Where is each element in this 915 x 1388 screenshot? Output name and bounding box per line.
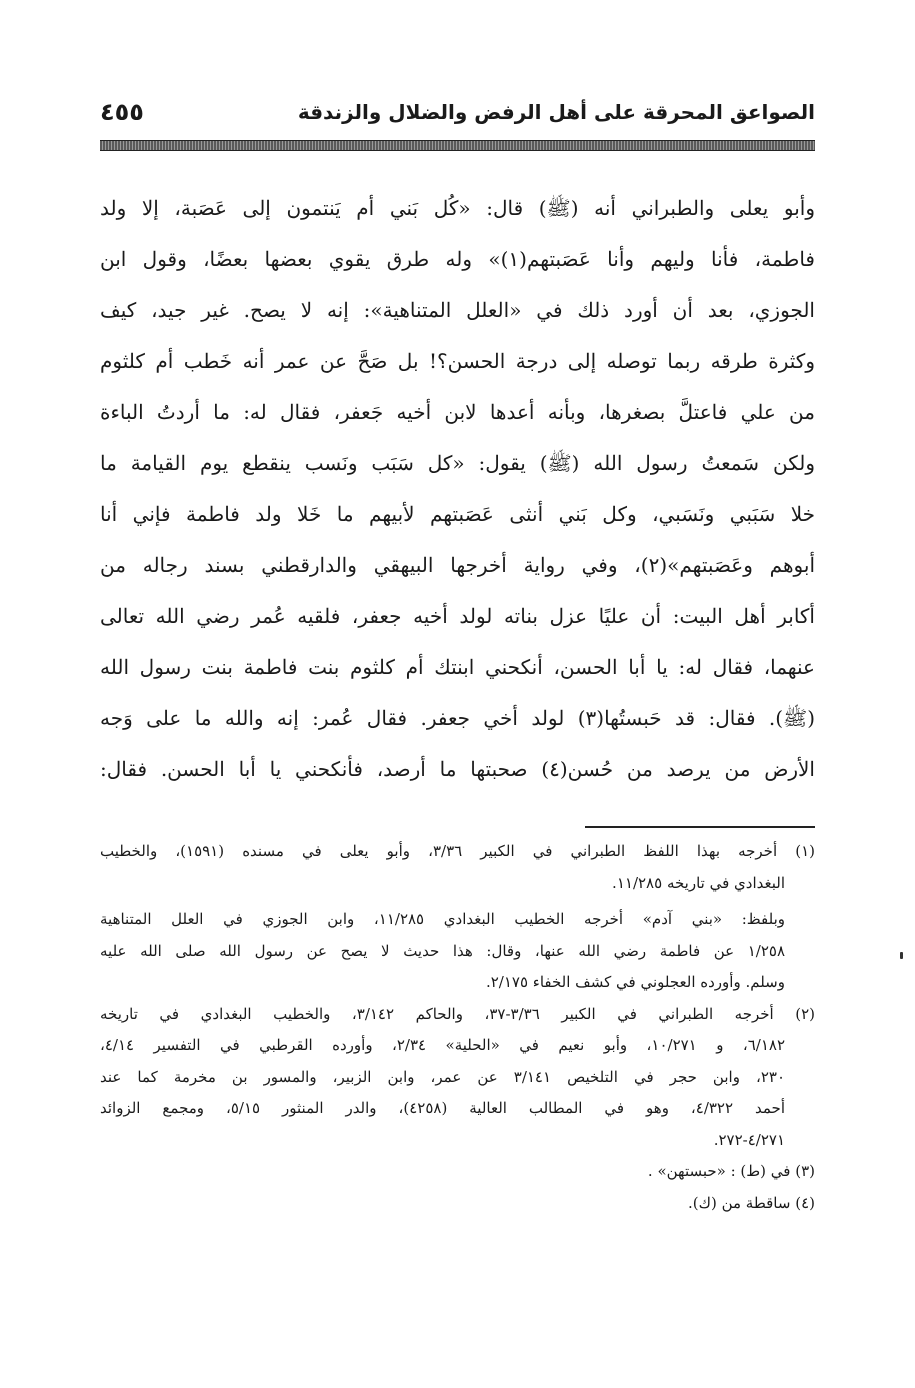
footnote-4-line: (٤) ساقطة من (ك). — [687, 1193, 815, 1212]
text-line: الأرض من يرصد من حُسن(٤) صحبتها ما أرصد، فأنكحني يا أبا الحسن. فقال: — [100, 757, 815, 781]
text-line: وكثرة طرقه ربما توصله إلى درجة الحسن؟! بل صَحَّ عن عمر أنه خَطب أم كلثوم — [100, 349, 815, 373]
footnote-1-line: (١) أخرجه بهذا اللفظ الطبراني في الكبير ٣/٣٦، وأبو يعلى في مسنده (١٥٩١)، والخطيب — [100, 842, 815, 860]
text-line: الجوزي، بعد أن أورد ذلك في «العلل المتناهية»: إنه لا يصح. غير جيد، كيف — [100, 298, 815, 322]
text-line: خلا سَبَبي ونَسَبي، وكل بَني أنثى عَصَبتهم لأبيهم ما خَلا ولد فاطمة فإني أنا — [100, 502, 815, 526]
footnote-1-line: البغدادي في تاريخه ١١/٢٨٥. — [612, 873, 785, 892]
text-line: ولكن سَمعتُ رسول الله (ﷺ) يقول: «كل سَبَب ونَسب ينقطع يوم القيامة ما — [100, 451, 815, 475]
footnote-2-line: ٦/١٨٢، و ١٠/٢٧١، وأبو نعيم في «الحلية» ٢/٣٤، وأورده القرطبي في التفسير ٤/١٤، — [100, 1036, 786, 1054]
text-line: من علي فاعتلَّ بصغرها، وبأنه أعدها لابن أخيه جَعفر، فقال له: ما أردتُ الباءة — [100, 400, 815, 424]
footnote-2-line: ٤/٢٧١-٢٧٢. — [713, 1130, 785, 1149]
footnote-1-line: ١/٢٥٨ عن فاطمة رضي الله عنها، وقال: هذا حديث لا يصح عن رسول الله صلى الله عليه — [100, 941, 785, 960]
text-line: فاطمة، فأنا وليهم وأنا عَصَبتهم(١)» وله طرق يقوي بعضها بعضًا، وقول ابن — [100, 247, 815, 271]
scan-speck — [900, 952, 903, 959]
footnote-1-line: وسلم. وأورده العجلوني في كشف الخفاء ٢/١٧٥. — [485, 973, 785, 991]
text-line: وأبو يعلى والطبراني أنه (ﷺ) قال: «كُل بَني أم يَنتمون إلى عَصَبة، إلا ولد — [100, 196, 815, 220]
header-rule — [100, 140, 815, 151]
page-number: ٤٥٥ — [100, 98, 144, 126]
footnote-2-line: ٢٣٠، وابن حجر في التلخيص ٣/١٤١ عن عمر، وابن الزبير، والمسور بن مخرمة كما عند — [100, 1067, 785, 1086]
text-line: أبوهم وعَصَبتهم»(٢)، وفي رواية أخرجها البيهقي والدارقطني بسند رجاله من — [100, 553, 815, 577]
page-header — [100, 92, 815, 132]
text-line: عنهما، فقال له: يا أبا الحسن، أنكحني ابنتك أم كلثوم بنت فاطمة بنت رسول الله — [100, 655, 815, 679]
running-title: الصواعق المحرقة على أهل الرفض والضلال والزندقة — [297, 100, 815, 124]
footnotes — [100, 836, 815, 1219]
text-line: (ﷺ). فقال: قد حَبستُها(٣) لولد أخي جعفر. فقال عُمر: إنه والله ما على وَجه — [100, 706, 815, 730]
text-line: أكابر أهل البيت: أن عليًا عزل بناته لولد أخيه جعفر، فلقيه عُمر رضي الله تعالى — [100, 604, 815, 628]
footnote-separator — [585, 826, 815, 828]
footnote-3-line: (٣) في (ط) : «حبستهن» . — [647, 1162, 815, 1180]
footnote-2-line: أحمد ٤/٣٢٢، وهو في المطالب العالية (٤٢٥٨)، والدر المنثور ٥/١٥، ومجمع الزوائد — [100, 1099, 785, 1117]
footnote-1-line: وبلفظ: «بني آدم» أخرجه الخطيب البغدادي ١١/٢٨٥، وابن الجوزي في العلل المتناهية — [100, 910, 785, 928]
main-text — [100, 183, 815, 795]
footnote-2-line: (٢) أخرجه الطبراني في الكبير ٣/٣٦-٣٧، والحاكم ٣/١٤٢، والخطيب البغدادي في تاريخه — [100, 1004, 815, 1023]
